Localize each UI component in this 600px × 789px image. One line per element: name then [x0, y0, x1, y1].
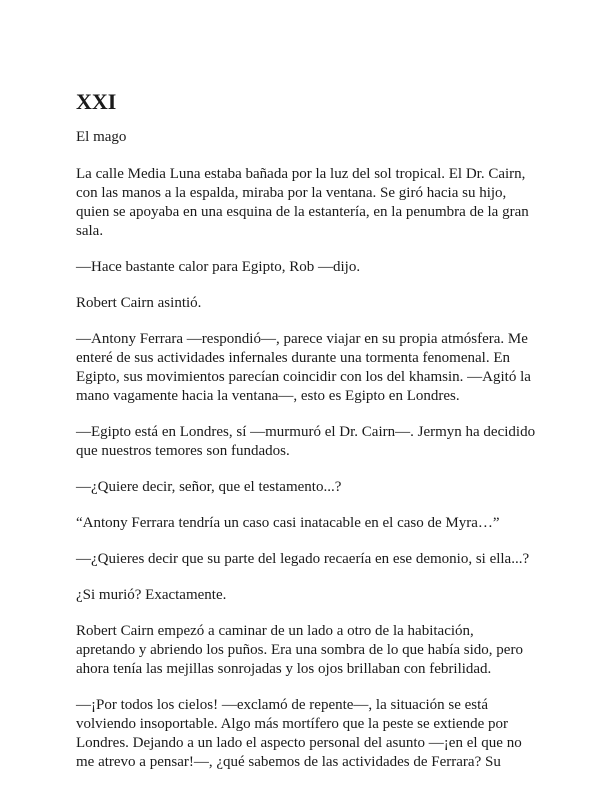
paragraph: ¿Si murió? Exactamente.: [76, 587, 227, 604]
document-page: [76, 90, 536, 789]
paragraph: —¿Quieres decir que su parte del legado recaería en ese demonio, si ella...?: [76, 551, 530, 568]
paragraph: —Egipto está en Londres, sí —murmuró el Dr. Cairn—. Jermyn ha decidido que nuestros temores son fundados.: [76, 424, 536, 460]
paragraph: —¿Quiere decir, señor, que el testamento...?: [76, 479, 342, 496]
paragraph: Robert Cairn asintió.: [76, 295, 202, 312]
paragraph: —¡Por todos los cielos! —exclamó de repente—, la situación se está volviendo insoportable. Algo más mortífero que la peste se extiende por Londres. Dejando a un lado el aspecto personal del asunto —¡en el que no me atrevo a pensar!—, ¿qué sabemos de las actividades de Ferrara? Su: [76, 697, 522, 771]
chapter-number: XXI: [76, 89, 117, 114]
paragraph: Robert Cairn empezó a caminar de un lado a otro de la habitación, apretando y abriendo los puños. Era una sombra de lo que había sido, pero ahora tenía las mejillas sonrojadas y los ojos brillaban con febrilidad.: [76, 623, 523, 678]
chapter-title: El mago: [76, 129, 127, 146]
paragraph: La calle Media Luna estaba bañada por la luz del sol tropical. El Dr. Cairn, con las manos a la espalda, miraba por la ventana. Se giró hacia su hijo, quien se apoyaba en una esquina de la estantería, en la penumbra de la gran sala.: [76, 166, 529, 240]
paragraph: —Hace bastante calor para Egipto, Rob —dijo.: [76, 259, 361, 276]
paragraph: “Antony Ferrara tendría un caso casi inatacable en el caso de Myra…”: [76, 515, 500, 532]
paragraph: —Antony Ferrara —respondió—, parece viajar en su propia atmósfera. Me enteré de sus actividades infernales durante una tormenta fenomenal. En Egipto, sus movimientos parecían coincidir con los del khamsin. —Agitó la mano vagamente hacia la ventana—, esto es Egipto en Londres.: [76, 331, 531, 405]
